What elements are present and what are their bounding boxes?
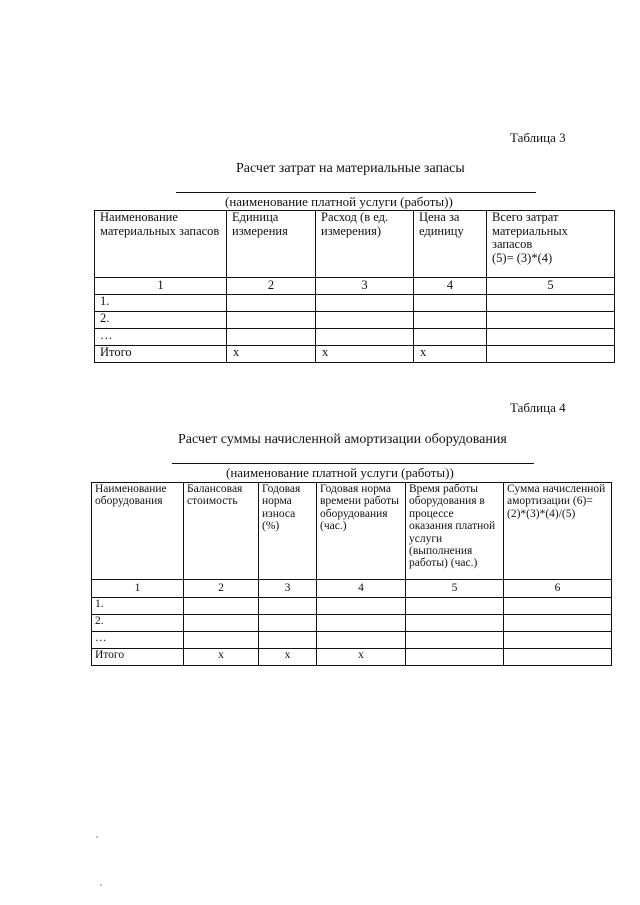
row-label: 1. [92, 598, 184, 615]
table4-label: Таблица 4 [510, 400, 566, 415]
table-row [95, 312, 615, 329]
table3-header-name: Наименование материальных запасов [95, 211, 227, 278]
table3-col-number: 4 [414, 278, 487, 295]
table3-total-row [95, 346, 615, 363]
table3 [94, 210, 615, 363]
x-mark: x [184, 649, 259, 666]
x-mark: x [316, 346, 414, 363]
table-cell [406, 615, 504, 632]
total-label: Итого [92, 649, 184, 666]
table-row [92, 598, 612, 615]
table4-title: Расчет суммы начисленной амортизации оборудования [178, 432, 507, 447]
table-cell [316, 329, 414, 346]
table4-header-annual-hours: Годовая норма времени работы оборудования (час.) [317, 483, 406, 580]
table-cell [406, 598, 504, 615]
row-label: 2. [92, 615, 184, 632]
table-cell [487, 329, 615, 346]
table3-col-number: 1 [95, 278, 227, 295]
table-cell [504, 632, 612, 649]
table-row [92, 615, 612, 632]
table-cell [414, 312, 487, 329]
table4-col-number: 1 [92, 580, 184, 598]
table3-service-line [176, 192, 536, 193]
table-cell [316, 295, 414, 312]
table3-header-total-formula: (5)= (3)*(4) [492, 250, 553, 265]
table-cell [259, 598, 317, 615]
table3-col-number: 2 [227, 278, 316, 295]
table-cell [184, 632, 259, 649]
table-cell [487, 312, 615, 329]
table-cell [317, 632, 406, 649]
table4-header-name: Наименование оборудования [92, 483, 184, 580]
table-cell [259, 632, 317, 649]
table-cell [487, 346, 615, 363]
table-cell [487, 295, 615, 312]
table4-header-row [92, 483, 612, 580]
table4-service-line [172, 463, 534, 464]
table-cell [406, 649, 504, 666]
table-cell [504, 598, 612, 615]
table4-header-depreciation-rate: Годовая норма износа (%) [259, 483, 317, 580]
table3-col-number: 5 [487, 278, 615, 295]
table-cell [317, 598, 406, 615]
scan-speck [100, 884, 102, 886]
table3-header-row [95, 211, 615, 278]
table4-column-numbers [92, 580, 612, 598]
x-mark: x [317, 649, 406, 666]
total-label: Итого [95, 346, 227, 363]
table3-column-numbers [95, 278, 615, 295]
table-cell [504, 615, 612, 632]
row-label: … [92, 632, 184, 649]
table4-header-book-value: Балансовая стоимость [184, 483, 259, 580]
table3-title: Расчет затрат на материальные запасы [236, 161, 465, 176]
table-cell [414, 295, 487, 312]
table-cell [227, 329, 316, 346]
table4 [91, 482, 612, 666]
table-cell [504, 649, 612, 666]
table3-label: Таблица 3 [510, 130, 566, 145]
table-cell [259, 615, 317, 632]
table-row [95, 329, 615, 346]
scan-speck [96, 836, 98, 838]
x-mark: x [414, 346, 487, 363]
table-cell [184, 598, 259, 615]
table-cell [316, 312, 414, 329]
table3-header-price: Цена за единицу [414, 211, 487, 278]
table-cell [317, 615, 406, 632]
table4-header-depreciation-sum: Сумма начисленной амортизации (6)=(2)*(3)*(4)/(5) [504, 483, 612, 580]
row-label: … [95, 329, 227, 346]
table3-service-caption: (наименование платной услуги (работы)) [225, 194, 453, 209]
table-cell [227, 295, 316, 312]
x-mark: x [259, 649, 317, 666]
table4-header-service-hours: Время работы оборудования в процессе оказания платной услуги (выполнения работы) (час.) [406, 483, 504, 580]
table-cell [227, 312, 316, 329]
table4-col-number: 4 [317, 580, 406, 598]
table-cell [406, 632, 504, 649]
table4-total-row [92, 649, 612, 666]
table3-header-consumption: Расход (в ед. измерения) [316, 211, 414, 278]
row-label: 2. [95, 312, 227, 329]
table4-service-caption: (наименование платной услуги (работы)) [226, 465, 454, 480]
table3-col-number: 3 [316, 278, 414, 295]
x-mark: x [227, 346, 316, 363]
table4-col-number: 6 [504, 580, 612, 598]
table-cell [184, 615, 259, 632]
table3-header-total [487, 211, 615, 278]
table-row [95, 295, 615, 312]
table3-header-total-label: Всего затрат материальных запасов [492, 210, 568, 251]
table3-header-unit: Единица измерения [227, 211, 316, 278]
table-cell [414, 329, 487, 346]
table-row [92, 632, 612, 649]
table4-col-number: 3 [259, 580, 317, 598]
table4-col-number: 5 [406, 580, 504, 598]
row-label: 1. [95, 295, 227, 312]
table4-col-number: 2 [184, 580, 259, 598]
